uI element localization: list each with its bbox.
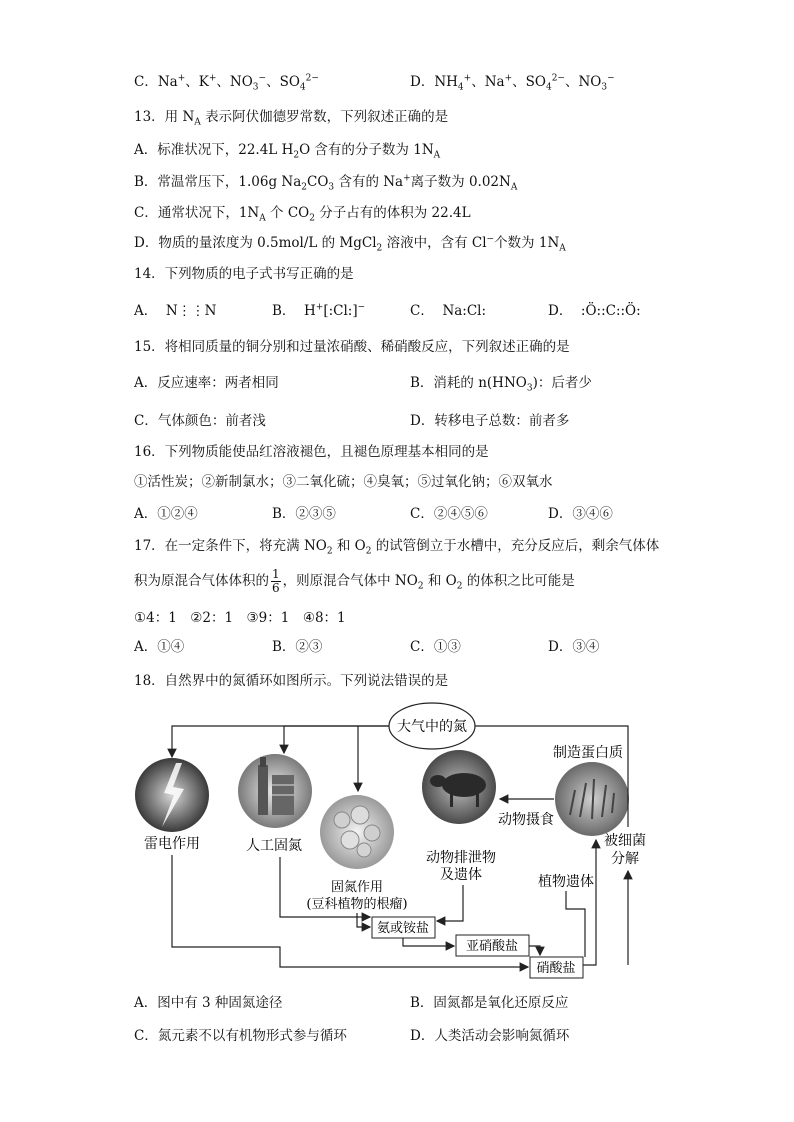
q15-option-b: B．消耗的 $n(HNO_3)$：后者少 — [410, 375, 592, 394]
nitrate-label: 硝酸盐 — [536, 961, 576, 976]
atmosphere-label: 大气中的氮 — [397, 719, 467, 735]
q16-option-a: A．①②④ — [134, 506, 198, 522]
q18-option-a: A．图中有 3 种固氮途径 — [134, 995, 283, 1011]
q14-stem: 14．下列物质的电子式书写正确的是 — [134, 266, 354, 282]
q17-ratios: ①4：1 ②2：1 ③9：1 ④8：1 — [134, 610, 346, 626]
q13-stem: 13．用 $N_A$ 表示阿伏伽德罗常数，下列叙述正确的是 — [134, 109, 449, 128]
q12-option-d: D．$NH_4^+$、Na+、$SO_4^{2-}$、$NO_3^-$ — [410, 73, 615, 93]
q15-option-d: D．转移电子总数：前者多 — [410, 413, 570, 429]
q14-option-b: B． H+[:Cl:]− — [272, 302, 366, 319]
q17-line1: 17．在一定条件下，将充满 $NO_2$ 和 $O_2$ 的试管倒立于水槽中，充分反应后，剩余气体体 — [134, 538, 660, 557]
lightning-image — [135, 758, 209, 832]
eating-label: 动物摄食 — [498, 812, 554, 828]
excretion-label-2: 及遗体 — [440, 867, 482, 883]
q12-option-c: C．Na+、K+、$NO_3^-$、$SO_4^{2-}$ — [134, 73, 319, 93]
q17-option-a: A．①④ — [134, 639, 185, 655]
q17-line2: 积为原混合气体体积的 $\frac{1}{6}$ ，则原混合气体中 $NO_2$ 和 $O_2$ 的体积之比可能是 — [134, 567, 575, 595]
q15-stem: 15．将相同质量的铜分别和过量浓硝酸、稀硝酸反应，下列叙述正确的是 — [134, 339, 570, 355]
q16-option-d: D．③④⑥ — [548, 506, 613, 522]
q16-items: ①活性炭；②新制氯水；③二氧化硫；④臭氧；⑤过氧化钠；⑥双氧水 — [134, 474, 553, 490]
excretion-label-1: 动物排泄物 — [426, 850, 496, 866]
q15-option-c: C．气体颜色：前者浅 — [134, 413, 266, 429]
q17-option-d: D．③④ — [548, 639, 600, 655]
q17-option-c: C．①③ — [410, 639, 461, 655]
q13-option-b: B．常温常压下，1.06g $Na_2CO_3$ 含有的 Na+离子数为 $0.02N_A$ — [134, 173, 518, 193]
q13-option-c: C．通常状况下，$1N_A$ 个 $CO_2$ 分子占有的体积为 22.4L — [134, 205, 471, 224]
lightning-label: 雷电作用 — [144, 836, 200, 852]
plant-remains-label: 植物遗体 — [538, 874, 594, 890]
bacteria-label-1: 被细菌 — [604, 833, 646, 849]
nitrogen-cycle-diagram — [120, 695, 660, 985]
q16-stem: 16．下列物质能使品红溶液褪色，且褪色原理基本相同的是 — [134, 444, 489, 460]
q18-option-d: D．人类活动会影响氮循环 — [410, 1028, 570, 1044]
ammonia-label: 氨或铵盐 — [376, 921, 430, 936]
q13-option-d: D．物质的量浓度为 0.5mol/L 的 MgCl$_2$ 溶液中，含有 Cl−个数为 $1N_A$ — [134, 234, 566, 254]
legume-label-1: 固氮作用 — [330, 880, 384, 895]
q14-option-d: D． :Ö::C::Ö: — [548, 303, 641, 319]
q15-option-a: A．反应速率：两者相同 — [134, 375, 279, 391]
q16-option-b: B．②③⑤ — [272, 506, 336, 522]
q17-option-b: B．②③ — [272, 639, 323, 655]
q14-option-c: C． Na:Cl: — [410, 303, 487, 319]
q14-option-a: A． N⋮⋮N — [134, 303, 217, 319]
bacteria-label-2: 分解 — [611, 851, 639, 867]
q16-option-c: C．②④⑤⑥ — [410, 506, 488, 522]
legume-label-2: (豆科植物的根瘤) — [306, 897, 408, 912]
q18-option-b: B．固氮都是氧化还原反应 — [410, 995, 569, 1011]
q18-option-c: C．氮元素不以有机物形式参与循环 — [134, 1028, 347, 1044]
nitrite-label: 亚硝酸盐 — [465, 939, 519, 954]
q13-option-a: A．标准状况下，22.4L $H_2O$ 含有的分子数为 $1N_A$ — [134, 142, 441, 161]
industrial-label: 人工固氮 — [246, 838, 302, 854]
protein-label: 制造蛋白质 — [553, 745, 623, 761]
q18-stem: 18．自然界中的氮循环如图所示。下列说法错误的是 — [134, 673, 449, 689]
fraction: $\frac{1}{6}$ — [272, 567, 280, 595]
